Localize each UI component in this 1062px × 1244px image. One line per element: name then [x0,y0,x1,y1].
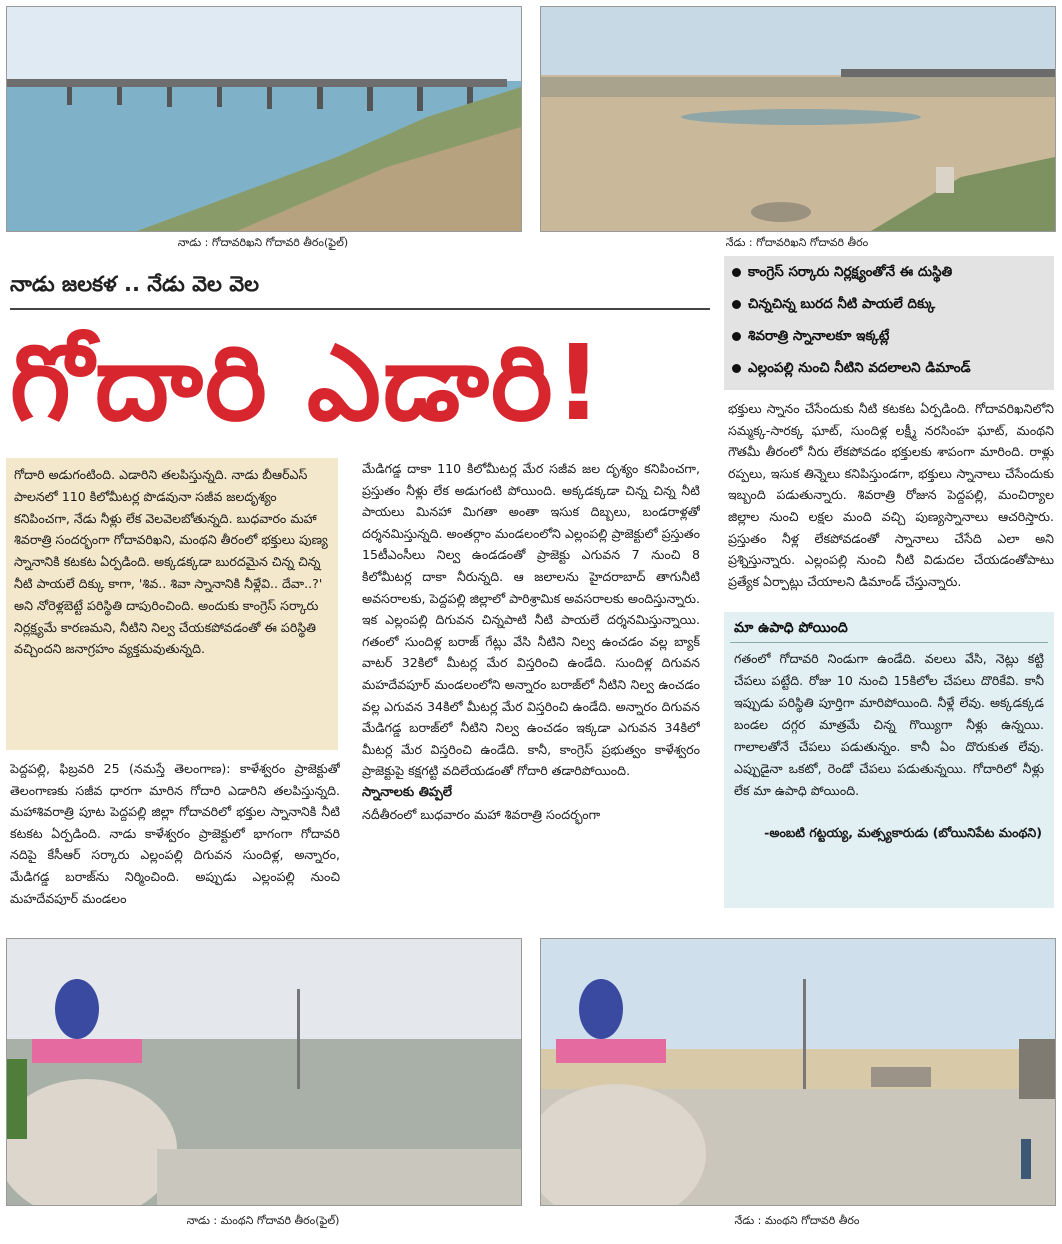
kicker-rule [10,308,710,310]
article-column-2 [362,458,700,920]
bullet-icon [732,300,741,309]
highlight-item: కాంగ్రెస్‌ సర్కారు నిర్లక్ష్యంతోనే ఈ దుస్థితి [732,264,952,283]
highlight-item: ఎల్లంపల్లి నుంచి నీటిని వదలాలని డిమాండ్‌ [732,360,971,379]
caption-top-right: నేడు : గోదావరిఖని గోదావరి తీరం [725,236,869,249]
photo-godavarikhani-then [6,6,522,232]
headline: గోదారి ఎడారి! [10,322,604,444]
article-column-2-tail: నదీతీరంలో బుధవారం మహా శివరాత్రి సందర్భంగా [362,806,601,822]
quote-attribution: -అంబటి గట్టయ్య, మత్స్యకారుడు (బోయినిపేట మంథని) [764,825,1042,840]
article-column-2-body: మేడిగడ్డ దాకా 110 కిలోమీటర్ల మేర సజీవ జల దృశ్యం కనిపించగా, ప్రస్తుతం నీళ్లు లేక అడుగంటి పోయింది. అక్కడక్కడా చిన్న చిన్న నీటి పాయలు మినహా మిగతా అంతా ఇసుక దిబ్బలు, బండరాళ్లతో దర్శనమిస్తున్నది. అంతర్గాం మండలంలోని ఎల్లంపల్లి ప్రాజెక్టులో ప్రస్తుతం 15టీఎంసీలు నిల్వ ఉండడంతో ప్రాజెక్టు ఎగువన 7 నుంచి 8 కిలోమీటర్ల దాకా నీరున్నది. ఆ జలాలను హైదరాబాద్‌ తాగునీటి అవసరాలకు, పెద్దపల్లి జిల్లాలో పారిశ్రామిక అవసరాలకు అందిస్తున్నారు. ఇక ఎల్లంపల్లి దిగువన చిన్నపాటి నీటి పాయలే దర్శనమిస్తున్నాయి. గతంలో సుందిళ్ల బరాజ్‌ గేట్లు వేసి నీటిని నిల్వ ఉంచడం వల్ల బ్యాక్‌ వాటర్‌ 32కిలో మీటర్ల మేర విస్తరించి ఉండేది. సుందిళ్ల దిగువన మహదేవపూర్‌ మండలంలోని అన్నారం బరాజ్‌లో నీటిని నిల్వ ఉంచడం వల్ల ఎగువన 34కిలో మీటర్ల మేర విస్తరించి ఉండేది. అన్నారం దిగువన మేడిగడ్డ బరాజ్‌లో నీటిని నిల్వ ఉంచడం ఇక్కడా ఎగువన 34కిలో మీటర్ల మేర విస్తరించి ఉండేది. కానీ, కాంగ్రెస్‌ ప్రభుత్వం కాళేశ్వరం ప్రాజెక్టుపై కక్షగట్టి వదిలేయడంతో గోదారి తడారిపోయింది. [362,461,700,779]
article-column-1: పెద్దపల్లి, ఫిబ్రవరి 25 (నమస్తే తెలంగాణ): కాళేశ్వరం ప్రాజెక్టుతో తెలంగాణకు సజీవ ధారగా మారిన గోదారి ఎడారిని తలపిస్తున్నది. మహాశివరాత్రి పూట పెద్దపల్లి జిల్లా గోదావరిలో భక్తుల స్నానానికి నీటి కటకట ఏర్పడింది. నాడు కాళేశ్వరం ప్రాజెక్టులో భాగంగా గోదావరి నదిపై కేసీఆర్‌ సర్కారు ఎల్లంపల్లి దిగువన సుందిళ్ల, అన్నారం, మేడిగడ్డ బరాజ్‌ను నిర్మించింది. అప్పుడు ఎల్లంపల్లి నుంచి మహదేవపూర్‌ మండలం [10,761,340,906]
caption-top-left: నాడు : గోదావరిఖని గోదావరి తీరం(ఫైల్‌) [177,236,349,249]
highlights-box [724,256,1054,390]
bullet-icon [732,268,741,277]
photo-manthani-now [540,938,1056,1206]
highlight-item: శివరాత్రి స్నానాలకూ ఇక్కట్లే [732,328,889,347]
bullet-icon [732,332,741,341]
subheading: స్నానాలకు తిప్పలే [362,784,453,800]
lead-paragraph: గోదారి అడుగంటింది. ఎడారిని తలపిస్తున్నది. నాడు బీఆర్‌ఎస్‌ పాలనలో 110 కిలోమీటర్ల పొడవునా సజీవ జలదృశ్యం కనిపించగా, నేడు నీళ్లు లేక వెలవెలబోతున్నది. బుధవారం మహా శివరాత్రి సందర్భంగా గోదావరిఖని, మంథని తీరంలో భక్తులు పుణ్య స్నానానికి కటకట ఏర్పడింది. అక్కడక్కడా బురదమైన చిన్న చిన్న నీటి పాయలే దిక్కు కాగా, 'శివ.. శివా స్నానానికి నీళ్లేవి.. దేవా..?' అని నోరెళ్లబెట్టే పరిస్థితి దాపురించింది. అందుకు కాంగ్రెస్‌ సర్కారు నిర్లక్ష్యమే కారణమని, నీటిని నిల్వ చేయకపోవడంతో ఈ పరిస్థితి వచ్చిందని జనాగ్రహం వ్యక్తమవుతున్నది. [6,458,338,750]
quote-box-body: గతంలో గోదావరి నిండుగా ఉండేది. వలలు వేసి, నెట్లు కట్టి చేపలు పట్టేది. రోజు 10 నుంచి 15కిలోల చేపలు దొరికేవి. కానీ ఇప్పుడు పరిస్థితి పూర్తిగా మారిపోయింది. నీళ్లే లేవు. అక్కడక్కడ బండల దగ్గర మాత్రమే చిన్న గొయ్యిగా నీళ్లు ఉన్నయి. గాలాలతోనే చేపలు పడుతున్నం. కానీ ఏం దొరుకుత లేవు. ఎప్పుడైనా ఒకటో, రెండో చేపలు పడుతున్నయి. గోదారిలో నీళ్లు లేక మా ఉపాధి పోయింది. [734,651,1044,798]
photo-manthani-then [6,938,522,1206]
caption-bottom-right: నేడు : మంథని గోదావరి తీరం [734,1214,860,1227]
bullet-icon [732,364,741,373]
kicker: నాడు జలకళ .. నేడు వెల వెల [10,272,260,296]
caption-bottom-left: నాడు : మంథని గోదావరి తీరం(ఫైల్‌) [186,1214,340,1227]
quote-box-title: మా ఉపాధి పోయింది [734,620,848,636]
quote-box-rule [730,642,1048,643]
fisherman-quote-box [724,612,1054,908]
article-column-3: భక్తులు స్నానం చేసేందుకు నీటి కటకట ఏర్పడింది. గోదావరిఖనిలోని సమ్మక్క-సారక్క ఘాట్‌, సుందిళ్ల లక్ష్మీ నరసింహ ఘాట్‌, మంథని గౌతమీ తీరంలో నీరు లేకపోవడం భక్తులకు శాపంగా మారింది. రాళ్లు రప్పలు, ఇసుక తిన్నెలు కనిపిస్తుండగా, భక్తులు స్నానాలు చేసేందుకు ఇబ్బంది పడుతున్నారు. శివరాత్రి రోజున పెద్దపల్లి, మంచిర్యాల జిల్లాల నుంచి లక్షల మంది వచ్చి పుణ్యస్నానాలు ఆచరిస్తారు. ప్రస్తుతం నీళ్ల లేకపోవడంతో స్నానాలు చేసేది ఎలా అని ప్రశ్నిస్తున్నారు. ఎల్లంపల్లి నుంచి నీటి విడుదల చేయడంతోపాటు ప్రత్యేక ఏర్పాట్లు చేయాలని డిమాండ్‌ చేస్తున్నారు. [728,401,1054,589]
photo-godavarikhani-now [540,6,1056,232]
highlight-item: చిన్నచిన్న బురద నీటి పాయలే దిక్కు [732,296,935,315]
